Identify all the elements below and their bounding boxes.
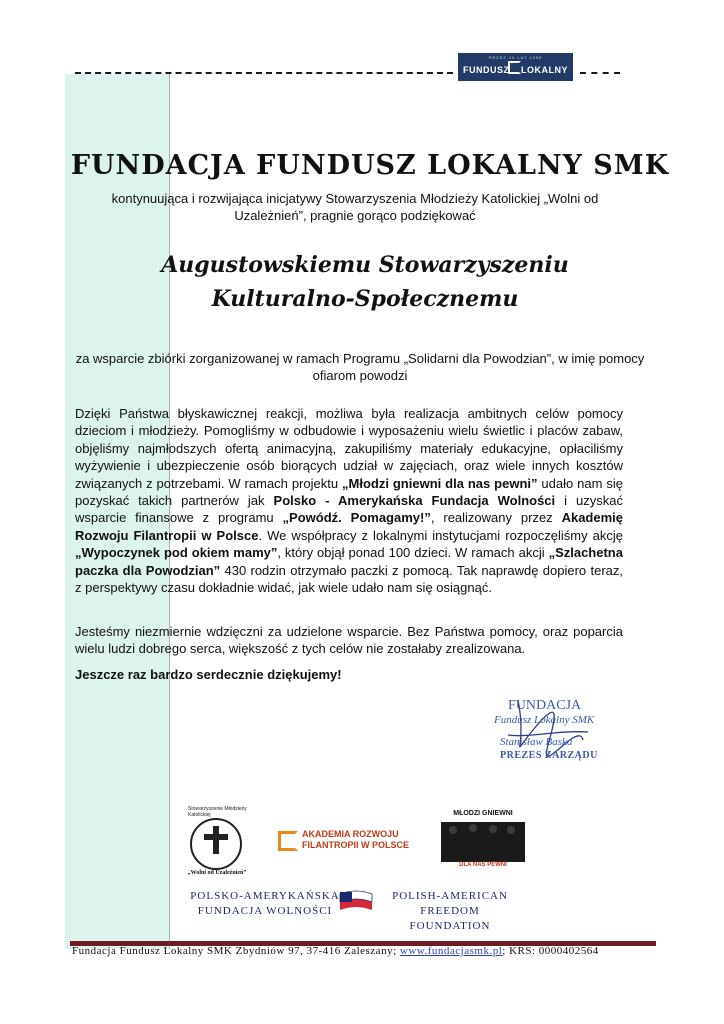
akademia-logo [278,829,428,853]
body-paragraph-1 [75,405,623,596]
logo-word-fundusz: FUNDUSZ [463,65,510,75]
stamp-line-1: FUNDACJA [508,698,582,713]
header-dashed-line-right [580,72,620,74]
recipient-line-2: Kulturalno-Społecznemu [211,286,519,312]
intro-text: kontynuująca i rozwijająca inicjatywy Stowarzyszenia Młodzieży Katolickiej „Wolni od Uzależnień”, pragnie gorąco podziękować [111,191,599,223]
paff-name-english [380,889,520,934]
body-text-segment: , realizowany przez [430,510,562,526]
akademia-line-2: FILANTROPII W POLSCE [302,840,409,850]
header-dashed-line-left [75,72,453,74]
people-silhouette-icon [441,822,525,862]
body-text-segment: udało nam się pozyskać takich partnerów jak [75,475,623,509]
project-name-mlodzi-gniewni: „Młodzi gniewni dla nas pewni” [342,475,538,491]
support-reason: za wsparcie zbiórki zorganizowanej w ramach Programu „Solidarni dla Powodzian”, w imię pomocy ofiarom powodzi [75,351,645,383]
paff-pl-line-1: POLSKO-AMERYKAŃSKA [190,890,340,902]
signatory-name: Stanisław Baska [500,736,573,748]
smk-emblem-logo [180,806,250,884]
body-text-segment: Dzięki Państwa błyskawicznej reakcji, możliwa była realizacja ambitnych celów pomocy dzieciom i młodzieży. Pomogliśmy w odbudowie i wyposażeniu wielu świetlic i placów zabaw, objęliśmy najmłodszych ofertą animacyjną, zakupiliśmy materiały edukacyjne, opłaciliśmy wyżywienie i ubezpieczenie osób biorących udział w zajęciach, oraz wiele innych kosztów związanych z potrzebami. W ramach projektu [75,406,623,491]
akademia-line-1: AKADEMIA ROZWOJU [302,829,399,839]
signatory-role: PREZES ZARZĄDU [500,750,598,761]
mlodzi-logo-bottom: DLA NAS PEWNI [459,862,507,868]
cross-icon [204,826,228,854]
stamp-line-2: Fundusz Lokalny SMK [494,714,595,726]
mlodzi-logo-top: MŁODZI GNIEWNI [453,810,513,817]
partner-akademia: Akademię Rozwoju Filantropii w Polsce [75,510,623,543]
logo-tagline: PRZEZ 10 LAT 1998 [488,55,543,60]
emblem-caption: „Wolni od Uzależnień” [187,870,247,876]
paff-name-polish [190,889,340,919]
action-wypoczynek: „Wypoczynek pod okiem mamy” [75,545,278,561]
mlodzi-gniewni-logo [437,810,529,872]
program-powodz-pomagamy: „Powódź. Pomagamy!” [282,510,431,526]
footer-krs: ; KRS: 0000402564 [502,945,599,957]
recipient-name [55,248,675,316]
paff-flag-icon [336,888,376,918]
paff-pl-line-2: FUNDACJA WOLNOŚCI [197,905,333,917]
body-text-segment: , który objął ponad 100 dzieci. W ramach akcji [277,545,549,561]
signature-block [478,696,628,766]
paff-en-line-2: FREEDOM FOUNDATION [409,905,491,932]
closing-thanks: Jeszcze raz bardzo serdecznie dziękujemy! [75,667,342,682]
footer-address: Fundacja Fundusz Lokalny SMK Zbydniów 97, 37-416 Zaleszany; [72,945,397,957]
footer [72,945,672,957]
paff-en-line-1: POLISH-AMERICAN [392,890,508,902]
body-text-segment: i uzyskać wsparcie finansowe z programu [75,493,623,526]
body-text-segment: 430 rodzin otrzymało paczki z pomocą. Tak naprawdę dopiero teraz, z perspektywy czasu dokładnie widać, jak wiele udało nam się osiągnąć. [75,562,623,596]
fundusz-lokalny-logo [458,53,573,81]
recipient-line-1: Augustowskiemu Stowarzyszeniu [161,252,569,278]
organization-title: FUNDACJA FUNDUSZ LOKALNY SMK [70,150,670,181]
body-text-segment: . We współpracy z lokalnymi instytucjami rozpoczęliśmy akcję [258,527,624,543]
logo-mark-icon [508,61,521,74]
akademia-mark-icon [278,831,298,851]
logo-word-lokalny: LOKALNY [521,65,568,75]
partner-paff: Polsko - Amerykańska Fundacja Wolności [273,493,556,509]
action-szlachetna-paczka: „Szlachetna paczka dla Powodzian” [75,545,623,578]
emblem-arc-text: Stowarzyszenie Młodzieży Katolickiej [188,806,247,818]
body-paragraph-2: Jesteśmy niezmiernie wdzięczni za udzielone wsparcie. Bez Państwa pomocy, oraz poparcia wielu ludzi dobrego serca, większość z tych celów nie zostałaby zrealizowana. [75,624,623,657]
footer-website-link[interactable]: www.fundacjasmk.pl [399,945,503,957]
